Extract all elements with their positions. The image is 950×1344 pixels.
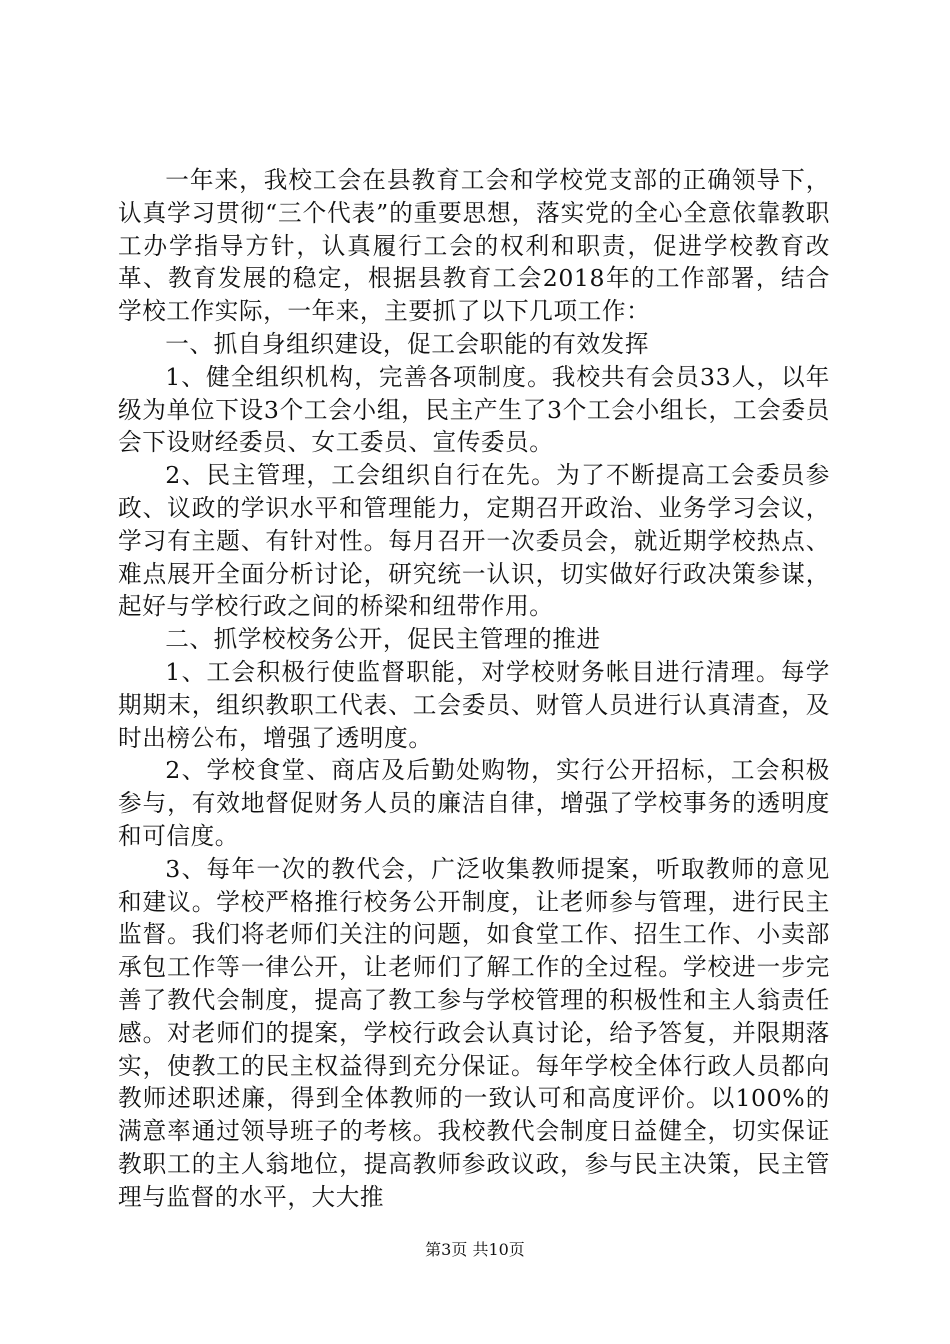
document-body (118, 164, 830, 1214)
section-heading-2: 二、抓学校校务公开，促民主管理的推进 (165, 625, 601, 654)
intro-paragraph: 一年来，我校工会在县教育工会和学校党支部的正确领导下，认真学习贯彻“三个代表”的重要思想，落实党的全心全意依靠教职工办学指导方针，认真履行工会的权利和职责，促进学校教育改革、教育发展的稳定，根据县教育工会2018年的工作部署，结合学校工作实际，一年来，主要抓了以下几项工作： (118, 166, 830, 326)
page-footer (0, 1240, 950, 1260)
section-heading-1: 一、抓自身组织建设，促工会职能的有效发挥 (165, 329, 650, 358)
section-2-item-3: 3、每年一次的教代会，广泛收集教师提案，听取教师的意见和建议。学校严格推行校务公开制度，让老师参与管理，进行民主监督。我们将老师们关注的问题，如食堂工作、招生工作、小卖部承包工作等一律公开，让老师们了解工作的全过程。学校进一步完善了教代会制度，提高了教工参与学校管理的积极性和主人翁责任感。对老师们的提案，学校行政会认真讨论，给予答复，并限期落实，使教工的民主权益得到充分保证。每年学校全体行政人员都向教师述职述廉，得到全体教师的一致认可和高度评价。以100%的满意率通过领导班子的考核。我校教代会制度日益健全，切实保证教职工的主人翁地位，提高教师参政议政，参与民主决策，民主管理与监督的水平，大大推 (118, 854, 830, 1211)
page-number: 第3页 共10页 (425, 1240, 525, 1259)
section-2-item-2: 2、学校食堂、商店及后勤处购物，实行公开招标，工会积极参与，有效地督促财务人员的廉洁自律，增强了学校事务的透明度和可信度。 (118, 756, 830, 850)
section-2-item-1: 1、工会积极行使监督职能，对学校财务帐目进行清理。每学期期末，组织教职工代表、工会委员、财管人员进行认真清查，及时出榜公布，增强了透明度。 (118, 657, 830, 752)
section-1-item-2: 2、民主管理，工会组织自行在先。为了不断提高工会委员参政、议政的学识水平和管理能力，定期召开政治、业务学习会议，学习有主题、有针对性。每月召开一次委员会，就近期学校热点、难点展开全面分析讨论，研究统一认识，切实做好行政决策参谋，起好与学校行政之间的桥梁和纽带作用。 (118, 461, 830, 621)
section-1-item-1: 1、健全组织机构，完善各项制度。我校共有会员33人，以年级为单位下设3个工会小组，民主产生了3个工会小组长，工会委员会下设财经委员、女工委员、宣传委员。 (118, 362, 830, 457)
